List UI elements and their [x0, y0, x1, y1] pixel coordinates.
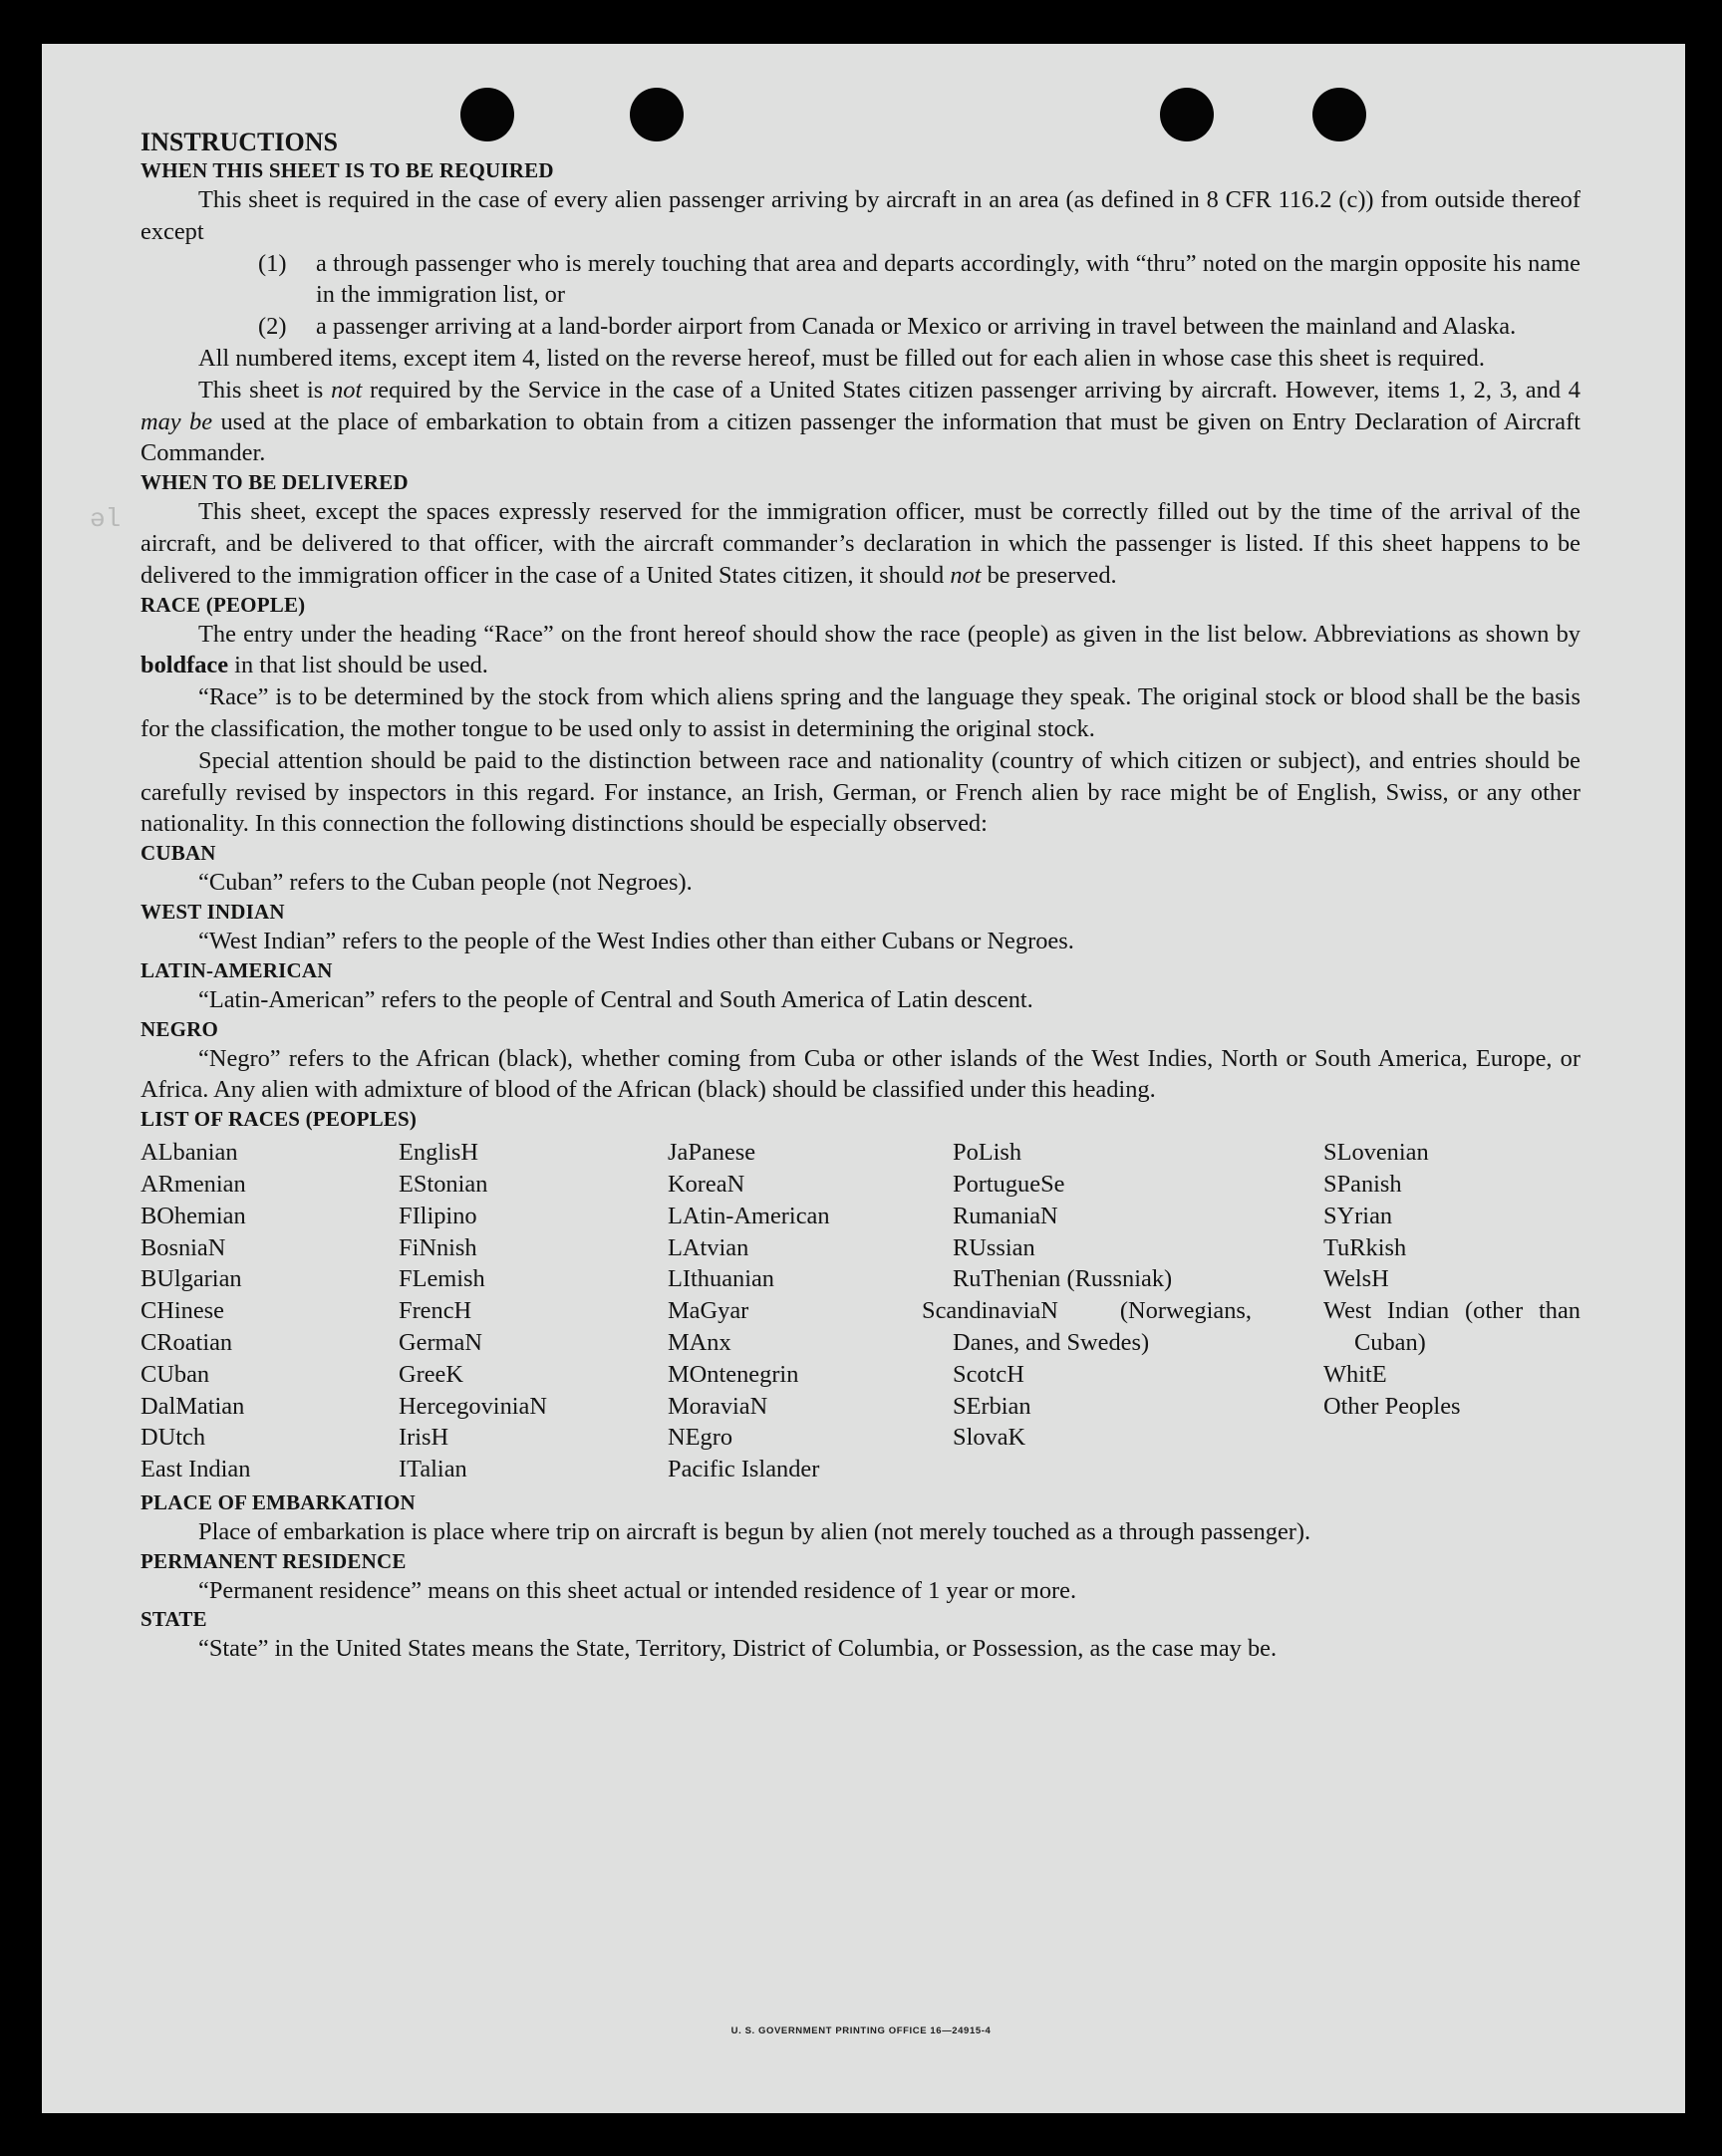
section-heading-embarkation: PLACE OF EMBARKATION: [141, 1489, 416, 1514]
list-item: ITalian: [399, 1456, 467, 1483]
section-heading-state: STATE: [141, 1607, 207, 1632]
races-column: [141, 1137, 399, 1485]
list-item: Other Peoples: [1323, 1392, 1461, 1420]
paragraph: Special attention should be paid to the distinction between race and nationality (country of which citizen or subject), and entries should be carefully revised by inspectors in this regard. For instance, an Irish, German, or French alien by race might be of English, Swiss, or any other nationality. In this connection the following distinctions should be especially observed:: [141, 746, 1580, 838]
list-item: IrisH: [399, 1424, 449, 1452]
paragraph: “Permanent residence” means on this sheet actual or intended residence of 1 year or more.: [198, 1576, 1077, 1604]
list-item: EnglisH: [399, 1139, 478, 1167]
section-heading-west-indian: WEST INDIAN: [141, 899, 285, 924]
list-item: FIlipino: [399, 1202, 477, 1229]
list-item: MoraviaN: [668, 1392, 768, 1420]
list-item: LAtin-American: [668, 1202, 830, 1229]
paragraph: “Negro” refers to the African (black), whether coming from Cuba or other islands of the West Indies, North or South America, Europe, or Africa. Any alien with admixture of blood of the African (black) should be classified under this heading.: [141, 1044, 1580, 1104]
page-title: INSTRUCTIONS: [141, 128, 338, 156]
list-item: NEgro: [668, 1424, 733, 1452]
list-item: RuThenian (Russniak): [953, 1265, 1173, 1293]
races-column: [668, 1137, 953, 1485]
list-item: TuRkish: [1323, 1233, 1407, 1261]
section-heading-negro: NEGRO: [141, 1016, 219, 1041]
section-heading-list: LIST OF RACES (PEOPLES): [141, 1107, 418, 1132]
section-heading-race: RACE (PEOPLE): [141, 592, 306, 617]
list-item: KoreaN: [668, 1170, 745, 1198]
section-heading-delivered: WHEN TO BE DELIVERED: [141, 470, 409, 495]
list-item: PoLish: [953, 1139, 1022, 1167]
list-item: RUssian: [953, 1233, 1035, 1261]
list-item: ALbanian: [141, 1139, 238, 1167]
list-item: DUtch: [141, 1424, 206, 1452]
list-item: ARmenian: [141, 1170, 246, 1198]
section-heading-cuban: CUBAN: [141, 841, 216, 866]
list-item: SlovaK: [953, 1424, 1026, 1452]
list-item: Pacific Islander: [668, 1456, 820, 1483]
list-item: LIthuanian: [668, 1265, 775, 1293]
list-item: WelsH: [1323, 1265, 1389, 1293]
list-item: GermaN: [399, 1328, 482, 1356]
paragraph: “Race” is to be determined by the stock from which aliens spring and the language they speak. The original stock or blood shall be the basis for the classification, the mother tongue to be used only to assist in determining the original stock.: [141, 683, 1580, 742]
paragraph: The entry under the heading “Race” on the front hereof should show the race (people) as given in the list below. Abbreviations as shown by boldface in that list should be used.: [141, 620, 1580, 679]
list-item: DalMatian: [141, 1392, 245, 1420]
list-item: SYrian: [1323, 1202, 1393, 1229]
list-item: EStonian: [399, 1170, 488, 1198]
list-item: SPanish: [1323, 1170, 1402, 1198]
list-item: East Indian: [141, 1456, 251, 1483]
races-column: [399, 1137, 668, 1485]
printer-footer: U. S. GOVERNMENT PRINTING OFFICE 16—24915-4: [730, 2025, 992, 2036]
paragraph: All numbered items, except item 4, listed on the reverse hereof, must be filled out for each alien in whose case this sheet is required.: [198, 344, 1485, 372]
list-item: BosniaN: [141, 1233, 226, 1261]
list-item: CUban: [141, 1360, 210, 1388]
section-heading-required: WHEN THIS SHEET IS TO BE REQUIRED: [141, 158, 554, 182]
paragraph: This sheet, except the spaces expressly reserved for the immigration officer, must be correctly filled out by the time of the arrival of the aircraft, and be delivered to that officer, with the aircraft commander’s declaration in which the passenger is listed. If this sheet happens to be delivered to the immigration officer in the case of a United States citizen, it should not be preserved.: [141, 498, 1580, 589]
list-item: GreeK: [399, 1360, 464, 1388]
paragraph: “Latin-American” refers to the people of Central and South America of Latin descent.: [198, 985, 1033, 1013]
paragraph: “West Indian” refers to the people of the West Indies other than either Cubans or Negroes.: [198, 927, 1074, 954]
list-item: MOntenegrin: [668, 1360, 799, 1388]
list-item: WhitE: [1323, 1360, 1387, 1388]
list-item: BOhemian: [141, 1202, 246, 1229]
list-item: RumaniaN: [953, 1202, 1058, 1229]
races-column: [922, 1137, 1252, 1485]
instructions-text: [141, 128, 1580, 1665]
paragraph: This sheet is not required by the Service in the case of a United States citizen passenger arriving by aircraft. However, items 1, 2, 3, and 4 may be used at the place of embarkation to obtain from a citizen passenger the information that must be given on Entry Declaration of Aircraft Commander.: [141, 376, 1580, 467]
list-item: BUlgarian: [141, 1265, 242, 1293]
list-item: FrencH: [399, 1297, 472, 1325]
list-item: SErbian: [953, 1392, 1031, 1420]
list-item: FLemish: [399, 1265, 485, 1293]
bleed-through-mark: ǝl: [90, 504, 122, 534]
list-item: PortugueSe: [953, 1170, 1065, 1198]
paragraph: “State” in the United States means the State, Territory, District of Columbia, or Possession, as the case may be.: [198, 1635, 1278, 1663]
paragraph: This sheet is required in the case of every alien passenger arriving by aircraft in an area (as defined in 8 CFR 116.2 (c)) from outside thereof except: [141, 186, 1580, 245]
list-item: (2) a passenger arriving at a land-border airport from Canada or Mexico or arriving in travel between the mainland and Alaska.: [258, 313, 1517, 341]
list-item: HercegoviniaN: [399, 1392, 547, 1420]
list-item: CHinese: [141, 1297, 224, 1325]
paragraph: Place of embarkation is place where trip on aircraft is begun by alien (not merely touched as a through passenger).: [198, 1517, 1311, 1545]
list-item: JaPanese: [668, 1139, 756, 1167]
paragraph: “Cuban” refers to the Cuban people (not Negroes).: [198, 869, 693, 897]
races-column: [1323, 1137, 1580, 1485]
list-item: SLovenian: [1323, 1139, 1429, 1167]
list-item: (1) a through passenger who is merely touching that area and departs accordingly, with “thru” noted on the margin opposite his name in the immigration list, or: [258, 249, 1580, 309]
section-heading-latin-american: LATIN-AMERICAN: [141, 957, 333, 982]
list-item: CRoatian: [141, 1328, 233, 1356]
list-item: LAtvian: [668, 1233, 749, 1261]
list-item: ScotcH: [953, 1360, 1024, 1388]
list-item: FiNnish: [399, 1233, 477, 1261]
list-item: MAnx: [668, 1328, 731, 1356]
list-item: West Indian (other than Cuban): [1323, 1297, 1580, 1356]
list-item: MaGyar: [668, 1297, 749, 1325]
list-item: ScandinaviaN (Norwegians, Danes, and Swedes): [922, 1297, 1252, 1356]
section-heading-residence: PERMANENT RESIDENCE: [141, 1548, 407, 1573]
races-list: [141, 1137, 1580, 1485]
